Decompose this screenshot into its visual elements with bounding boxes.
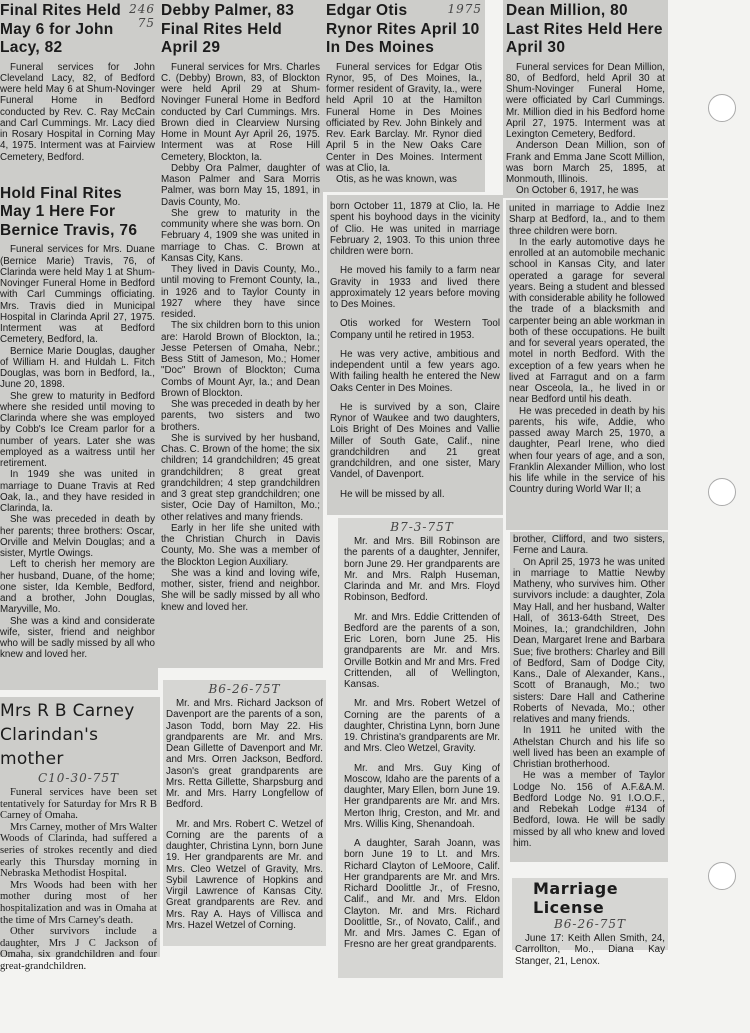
clipping-million-obituary — [503, 0, 668, 198]
article-paragraph: He is survived by a son, Claire Rynor of Waukee and two daughters, Lois Bright of Des Moines and Vallie Miller of South Gate, Calif., nine grandchildren and 21 great grandchildren, and one sister, Mary Vandel, of Davenport. — [330, 401, 500, 481]
article-paragraph: She was a kind and considerate wife, sister, friend and neighbor who will be sadly missed by all who knew and loved her. — [0, 615, 155, 661]
article-paragraph: born October 11, 1879 at Clio, Ia. He spent his boyhood days in the vicinity of Clio. He was united in marriage February 2, 1903. To this union three children were born. — [330, 201, 500, 257]
article-paragraph: He was very active, ambitious and independent until a few years ago. With failing health he entered the New Oaks Center in Des Moines. — [330, 348, 500, 394]
article-paragraph: united in marriage to Addie Inez Sharp at Bedford, Ia., and to them three children were born. — [509, 203, 665, 237]
article-paragraph: She is survived by her husband, Chas. C. Brown of the home; the six children; 14 grandchildren; 45 great grandchildren; 8 great great grandchildren; 4 step grandchildren and 3 great step grandchildren; one sister, Ocie Day of Hamilton, Mo.; other relatives and many friends. — [161, 432, 320, 523]
clipping-rynor-obituary-continued — [327, 195, 503, 515]
handwritten-jackson-date: B6-26-75T — [208, 682, 281, 696]
article-paragraph: He moved his family to a farm near Gravity in 1933 and lived there approximately 12 years before moving to Des Moines. — [330, 265, 500, 310]
handwritten-year-short: 75 — [137, 16, 155, 30]
article-paragraph: Anderson Dean Million, son of Frank and Emma Jane Scott Million, was born March 25, 1895, at Monmouth, Illinois. — [506, 140, 665, 185]
headline: Edgar Otis Rynor Rites April 10 In Des Moines — [326, 2, 480, 56]
article-paragraph: Mr. and Mrs. Richard Jackson of Davenport are the parents of a son, Jason Todd, born May 22. His grandparents are Mr. and Mrs. Dean Gillette of Davenport and Mr. and Mrs. Orren Jackson, Bedford. Jason's great grandparents are Mrs. Retta Gillette, Sharpsburg and Mr. and Mrs. Harry Longfellow of Bedford. — [166, 698, 323, 811]
article-paragraph: On April 25, 1973 he was united in marriage to Mattie Newby Matheny, who survives him. Other survivors include: a daughter, Zola May Hall, and her husband, Walter Hall, of 3613-64th Street, Des Moines, Ia.; grandchildren, John Dean, Margaret Irene and Barbara Sue; five brothers: Charley and Bill of Bedford, Sam of Dodge City, Kans., Dale of Alexander, Kans., Scott of Branaugh, Mo.; two sisters: Dare Hall and Catherine Roberts of Nevada, Mo.; other relatives and many friends. — [513, 556, 665, 725]
article-paragraph: Funeral services for Dean Million, 80, of Bedford, held April 30 at Shum-Novinger Funeral Home, were officiated by Carl Cummings. Mr. Million died in his Bedford home April 27, 1975. Interment was at Lexington Cemetery, Bedford. — [506, 61, 665, 140]
article-paragraph: On October 6, 1917, he was — [516, 185, 639, 197]
article-paragraph: Mrs Woods had been with her mother during most of her hospitalization and was in Omaha at the time of Mrs Carney's death. — [0, 879, 157, 926]
headline: Final Rites Held May 6 for John Lacy, 82 — [0, 2, 122, 56]
binder-hole — [708, 94, 736, 122]
article-paragraph: Mr. and Mrs. Guy King of Moscow, Idaho are the parents of a daughter, Mary Ellen, born June 19. Her grandparents are Mr. and Mrs. Merton Ihrig, Creston, and Mr. and Mrs. Willis King, Shenandoah. — [344, 762, 500, 830]
handwritten-births-date: B7-3-75T — [390, 520, 454, 534]
article-paragraph: Mrs Carney, mother of Mrs Walter Woods of Clarinda, had suffered a series of strokes recently and died early this Thursday morning in Nebraska Methodist Hospital. — [0, 821, 157, 880]
article-paragraph: Mr. and Mrs. Robert Wetzel of Corning are the parents of a daughter, Christina Lynn, born June 19. Christina's grandparents are Mr. and Mrs. Cleo Wetzel, Gravity. — [344, 698, 500, 755]
article-paragraph: Mr. and Mrs. Bill Robinson are the parents of a daughter, Jennifer, born June 29. Her grandparents are Mr. and Mrs. Ralph Huseman, Clarinda and Mr. and Mrs. Floyd Robinson, Bedford. — [344, 536, 500, 604]
article-paragraph: She was a kind and loving wife, mother, sister, friend and neighbor. She will be sadly missed by all who knew and loved her. — [161, 567, 320, 613]
article-paragraph: He was preceded in death by his parents, his wife, Addie, who passed away March 25, 1970, a daughter, Pearl Irene, who died when four years of age, and a son, Franklin Alexander Million, who lost his life while in the service of his Country during World War II; a — [509, 405, 665, 496]
article-paragraph: She grew to maturity in Bedford where she resided until moving to Clarinda where she was employed by Cobb's Ice Cream parlor for a number of years. Later she was employed as a waitress until her retirement. — [0, 390, 155, 469]
article-paragraph: Early in her life she united with the Christian Church in Davis County, Mo. She was a member of the Blockton Legion Auxiliary. — [161, 522, 320, 568]
article-paragraph: June 17: Keith Allen Smith, 24, Carrollton, Mo., Diana Kay Stanger, 21, Lenox. — [515, 933, 665, 967]
clipping-birth-announcements — [338, 518, 503, 978]
clipping-carney-obituary — [0, 697, 160, 972]
binder-hole — [708, 862, 736, 890]
article-paragraph: Left to cherish her memory are her husband, Duane, of the home; one sister, Ida Kemble, Bedford, and a brother, John Douglas, Maryville, Mo. — [0, 559, 155, 616]
article-paragraph: Funeral services have been set tentatively for Saturday for Mrs R B Carney of Omaha. — [0, 787, 157, 822]
article-paragraph: Funeral services for Edgar Otis Rynor, 95, of Des Moines, Ia., former resident of Gravity, Ia., were held April 10 at the Hamilton Funeral Home in Des Moines officiated by Rev. John Binkely and Rev. Eark Barclay. Mr. Rynor died April 5 in the New Oaks Care Center in Des Moines. Interment was at Clio, Ia. — [326, 61, 482, 174]
handwritten-year: 1975 — [447, 2, 482, 16]
article-paragraph: He was a member of Taylor Lodge No. 156 of A.F.&A.M. Bedford Lodge No. 91 I.O.O.F., and Rebekah Lodge #134 of Bedford, Iowa. He will be sadly missed by all who knew and loved him. — [513, 770, 665, 849]
clipping-birth-announcements-jackson — [163, 680, 326, 946]
handwritten-page-number: 246 — [129, 2, 155, 16]
article-paragraph: In 1949 she was united in marriage to Duane Travis at Red Oak, Ia., and they have resided in Clarinda, Ia. — [0, 469, 155, 514]
article-paragraph: brother, Clifford, and two sisters, Ferne and Laura. — [513, 534, 665, 557]
article-paragraph: Mr. and Mrs. Robert C. Wetzel of Corning are the parents of a daughter, Christina Lynn, born June 19. Her grandparents are Mr. and Mrs. Cleo Wetzel of Gravity, Mrs. Sybil Lawrence of Hopkins and Virgil Lawrence of Kansas City. Great grandparents are Rev. and Mrs. Ray A. Hays of Villisca and Mrs. Hazel Wetzel of Corning. — [166, 818, 323, 931]
clipping-palmer-obituary — [158, 0, 323, 668]
article-paragraph: A daughter, Sarah Joann, was born June 19 to Lt. and Mrs. Richard Clayton of LeMoore, Calif. Her grandparents are Mr. and Mrs. Richard Doolittle Jr., of Fresno, Calif., and Mr. and Mrs. Eldon Clayton. Mr. and Mrs. Richard Doolittle, Sr., of Novato, Calif., and Mr. and Mrs. James C. Egan of Fresno are her great grandparents. — [344, 838, 500, 951]
article-paragraph: Funeral services for Mrs. Duane (Bernice Marie) Travis, 76, of Clarinda were held May 1 at Shum-Novinger Funeral Home in Bedford with Carl Cummings officiating. Mrs. Travis died in Municipal Hospital in Clarinda April 27, 1975. Interment was at Bedford Cemetery, Bedford, Ia. — [0, 244, 155, 346]
article-paragraph: Otis worked for Western Tool Company until he retired in 1953. — [330, 318, 500, 341]
handwritten-carney-date: C10-30-75T — [37, 771, 120, 785]
handwritten-marriage-date: B6-26-75T — [553, 917, 627, 931]
article-paragraph: Mr. and Mrs. Eddie Crittenden of Bedford are the parents of a son, Eric Loren, born June 25. His grandparents are Mr. and Mrs. Orville Botkin and Mr and Mrs. Fred Crittenden, all of Wellington, Kansas. — [344, 611, 500, 690]
article-paragraph: She was preceded in death by her parents, two sisters and two brothers. — [161, 399, 320, 433]
article-paragraph: Otis, as he was known, was — [336, 174, 457, 185]
binder-hole — [708, 478, 736, 506]
article-paragraph: They lived in Davis County, Mo., until moving to Fremont County, Ia., in 1926 and to Taylor County in 1927 where they have since resided. — [161, 264, 320, 320]
article-paragraph: Bernice Marie Douglas, daugher of William H. and Huldah L. Fitch Douglas, was born in Bedford, Ia., June 20, 1898. — [0, 345, 155, 391]
article-paragraph: She was preceded in death by her parents; three brothers: Oscar, Orville and Melvin Douglas; and a sister, Myrtle Owings. — [0, 514, 155, 559]
article-paragraph: The six children born to this union are: Harold Brown of Blockton, Ia.; Jesse Petersen of Omaha, Nebr.; Bess Stitt of Jameson, Mo.; Homer "Doc" Brown of Blockton; Cuma Combs of Mount Ayr, Ia.; and Dean Brown of Blockton. — [161, 320, 320, 399]
article-paragraph: She grew to maturity in the community where she was born. On February 4, 1909 she was united in marriage to Chas. C. Brown at Kansas City, Kans. — [161, 207, 320, 264]
article-paragraph: In 1911 he united with the Athelstan Church and his life so well lived has been an example of Christian brotherhood. — [513, 725, 665, 770]
headline: Mrs R B Carney — [0, 701, 135, 721]
article-paragraph: Funeral services for John Cleveland Lacy, 82, of Bedford were held May 6 at Shum-Novinger Funeral Home in Bedford conducted by Rev. C. Ray McCain and Carl Cummings. Mr. Lacy died in Rosary Hospital in Corning May 4, 1975. Interment was at Fairview Cemetery, Bedford. — [0, 61, 155, 163]
article-paragraph: Funeral services for Mrs. Charles C. (Debby) Brown, 83, of Blockton were held April 29 at Shum-Novinger Funeral Home in Bedford conducted by Carl Cummings. Mrs. Brown died in Clearview Nursing Home in Mount Ayr April 26, 1975. Interment was at Rose Hill Cemetery, Blockton, Ia. — [161, 61, 320, 163]
headline: Clarindan's mother — [0, 725, 99, 769]
article-paragraph: In the early automotive days he enrolled at an automobile mechanic school in Kansas City, and later operated a garage for several years. Being a student and blessed with considerable ability he followed the trade of a blacksmith and carpenter being an able workman in both of these occupations. He built and for several years operated, the motel in north Bedford. With the exception of a few years when he lived at Farragut and on a farm near Osceola, Ia., he lived in or near Bedford until his death. — [509, 236, 665, 406]
clipping-million-obituary-continued-2 — [510, 532, 668, 862]
clipping-lacy-travis-obituary — [0, 0, 158, 690]
headline: Hold Final Rites May 1 Here For Bernice Travis, 76 — [0, 184, 138, 239]
clipping-marriage-license — [512, 878, 668, 967]
headline: Dean Million, 80 Last Rites Held Here April 30 — [506, 2, 663, 56]
article-paragraph: Debby Ora Palmer, daughter of Mason Palmer and Sara Morris Palmer, was born May 15, 1891, in Davis County, Mo. — [161, 162, 320, 208]
clipping-million-obituary-continued — [506, 200, 668, 530]
article-paragraph: He will be missed by all. — [340, 488, 445, 500]
headline: Marriage License — [533, 879, 619, 917]
article-paragraph: Other survivors include a daughter, Mrs J C Jackson of Omaha, six grandchildren and four great-grandchildren. — [0, 926, 157, 972]
headline: Debby Palmer, 83 Final Rites Held April 29 — [161, 2, 295, 56]
clipping-rynor-obituary — [323, 0, 485, 192]
